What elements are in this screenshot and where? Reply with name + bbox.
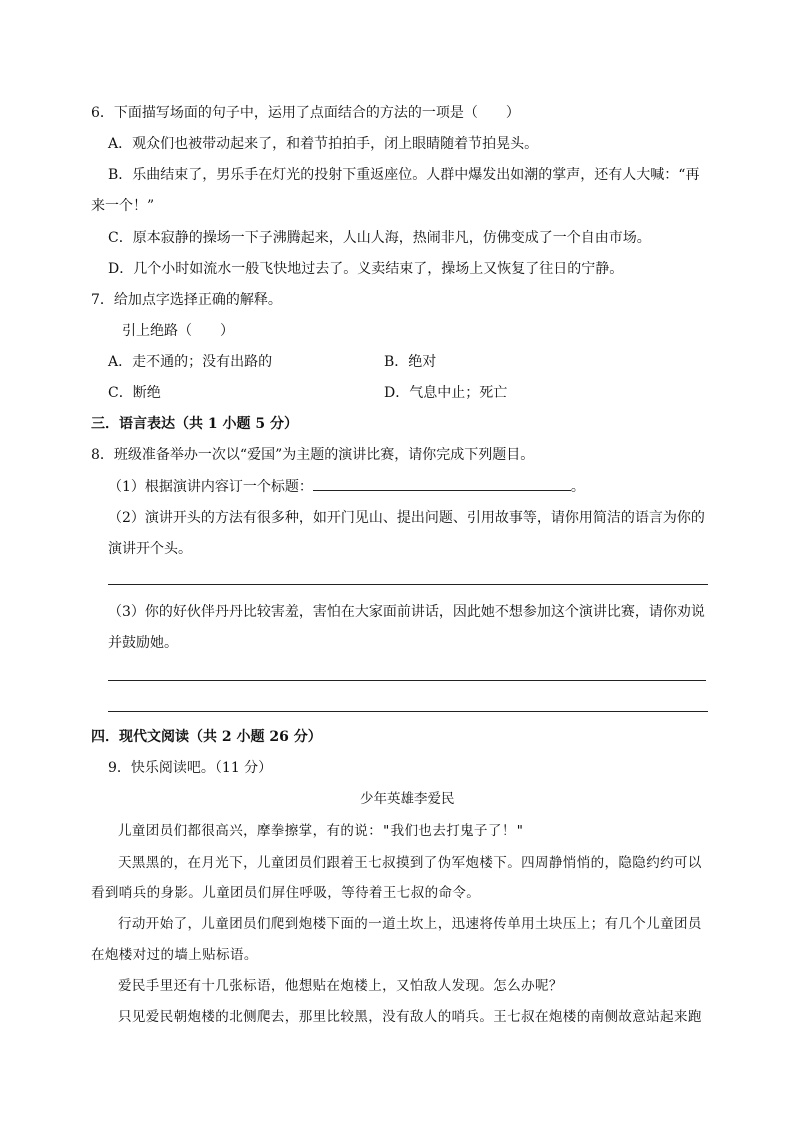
q6-option-d: D．几个小时如流水一般飞快地过去了。义卖结束了，操场上又恢复了往日的宁静。 — [108, 261, 624, 277]
q8-part3-line1: （3）你的好伙伴丹丹比较害羞，害怕在大家面前讲话，因此她不想参加这个演讲比赛，请你劝说 — [108, 604, 705, 620]
story-paragraph-2-line1: 天黑黑的，在月光下，儿童团员们跟着王七叔摸到了伪军炮楼下。四周静悄悄的，隐隐约约可以 — [118, 855, 702, 871]
q6-option-b-line1: B．乐曲结束了，男乐手在灯光的投射下重返座位。人群中爆发出如潮的掌声，还有人大喊：“再 — [108, 167, 700, 183]
q7-phrase: 引上绝路（ ） — [122, 323, 234, 339]
story-paragraph-1: 儿童团员们都很高兴，摩拳擦掌，有的说："我们也去打鬼子了！" — [118, 823, 525, 839]
q8-part1-suffix: 。 — [570, 479, 585, 495]
q8-part3-line2: 并鼓励她。 — [108, 635, 178, 651]
q8-part1-answer-blank[interactable] — [313, 476, 571, 491]
q9-stem: 9．快乐阅读吧。（11 分） — [108, 760, 273, 776]
q8-stem: 8．班级准备举办一次以“爱国”为主题的演讲比赛，请你完成下列题目。 — [91, 447, 535, 463]
q8-part3-answer-line-1[interactable] — [108, 680, 706, 681]
q6-stem: 6．下面描写场面的句子中，运用了点面结合的方法的一项是（ ） — [91, 105, 520, 121]
section3-heading: 三．语言表达（共 1 小题 5 分） — [91, 416, 298, 432]
q8-part2-line2: 演讲开个头。 — [108, 541, 192, 557]
story-paragraph-3-line1: 行动开始了，儿童团员们爬到炮楼下面的一道土坎上，迅速将传单用土块压上；有几个儿童团员 — [118, 916, 702, 932]
q7-option-c: C．断绝 — [108, 385, 161, 401]
q8-part3-answer-line-2[interactable] — [108, 711, 708, 712]
story-paragraph-2-line2: 看到哨兵的身影。儿童团员们屏住呼吸，等待着王七叔的命令。 — [91, 885, 481, 901]
q7-option-d: D．气息中止；死亡 — [384, 385, 508, 401]
section4-heading: 四．现代文阅读（共 2 小题 26 分） — [91, 729, 322, 745]
q6-option-c: C．原本寂静的操场一下子沸腾起来，人山人海，热闹非凡，仿佛变成了一个自由市场。 — [108, 230, 651, 246]
q7-option-a: A．走不通的；没有出路的 — [108, 354, 273, 370]
q7-stem: 7．给加点字选择正确的解释。 — [91, 292, 282, 308]
story-paragraph-4: 爱民手里还有十几张标语，他想贴在炮楼上，又怕敌人发现。怎么办呢？ — [118, 978, 563, 994]
q6-option-a: A．观众们也被带动起来了，和着节拍拍手，闭上眼睛随着节拍晃头。 — [108, 136, 539, 152]
q8-part1 — [108, 476, 585, 497]
q7-option-b: B．绝对 — [384, 354, 437, 370]
q8-part2-line1: （2）演讲开头的方法有很多种，如开门见山、提出问题、引用故事等，请你用简洁的语言为你的 — [108, 510, 705, 526]
q8-part1-prefix: （1）根据演讲内容订一个标题： — [108, 479, 313, 495]
q6-option-b-line2: 来一个！” — [91, 198, 155, 214]
q8-part2-answer-line[interactable] — [108, 584, 708, 585]
story-paragraph-5: 只见爱民朝炮楼的北侧爬去，那里比较黑，没有敌人的哨兵。王七叔在炮楼的南侧故意站起来跑 — [118, 1009, 702, 1025]
story-paragraph-3-line2: 在炮楼对过的墙上贴标语。 — [91, 947, 258, 963]
story-title: 少年英雄李爱民 — [360, 791, 455, 807]
